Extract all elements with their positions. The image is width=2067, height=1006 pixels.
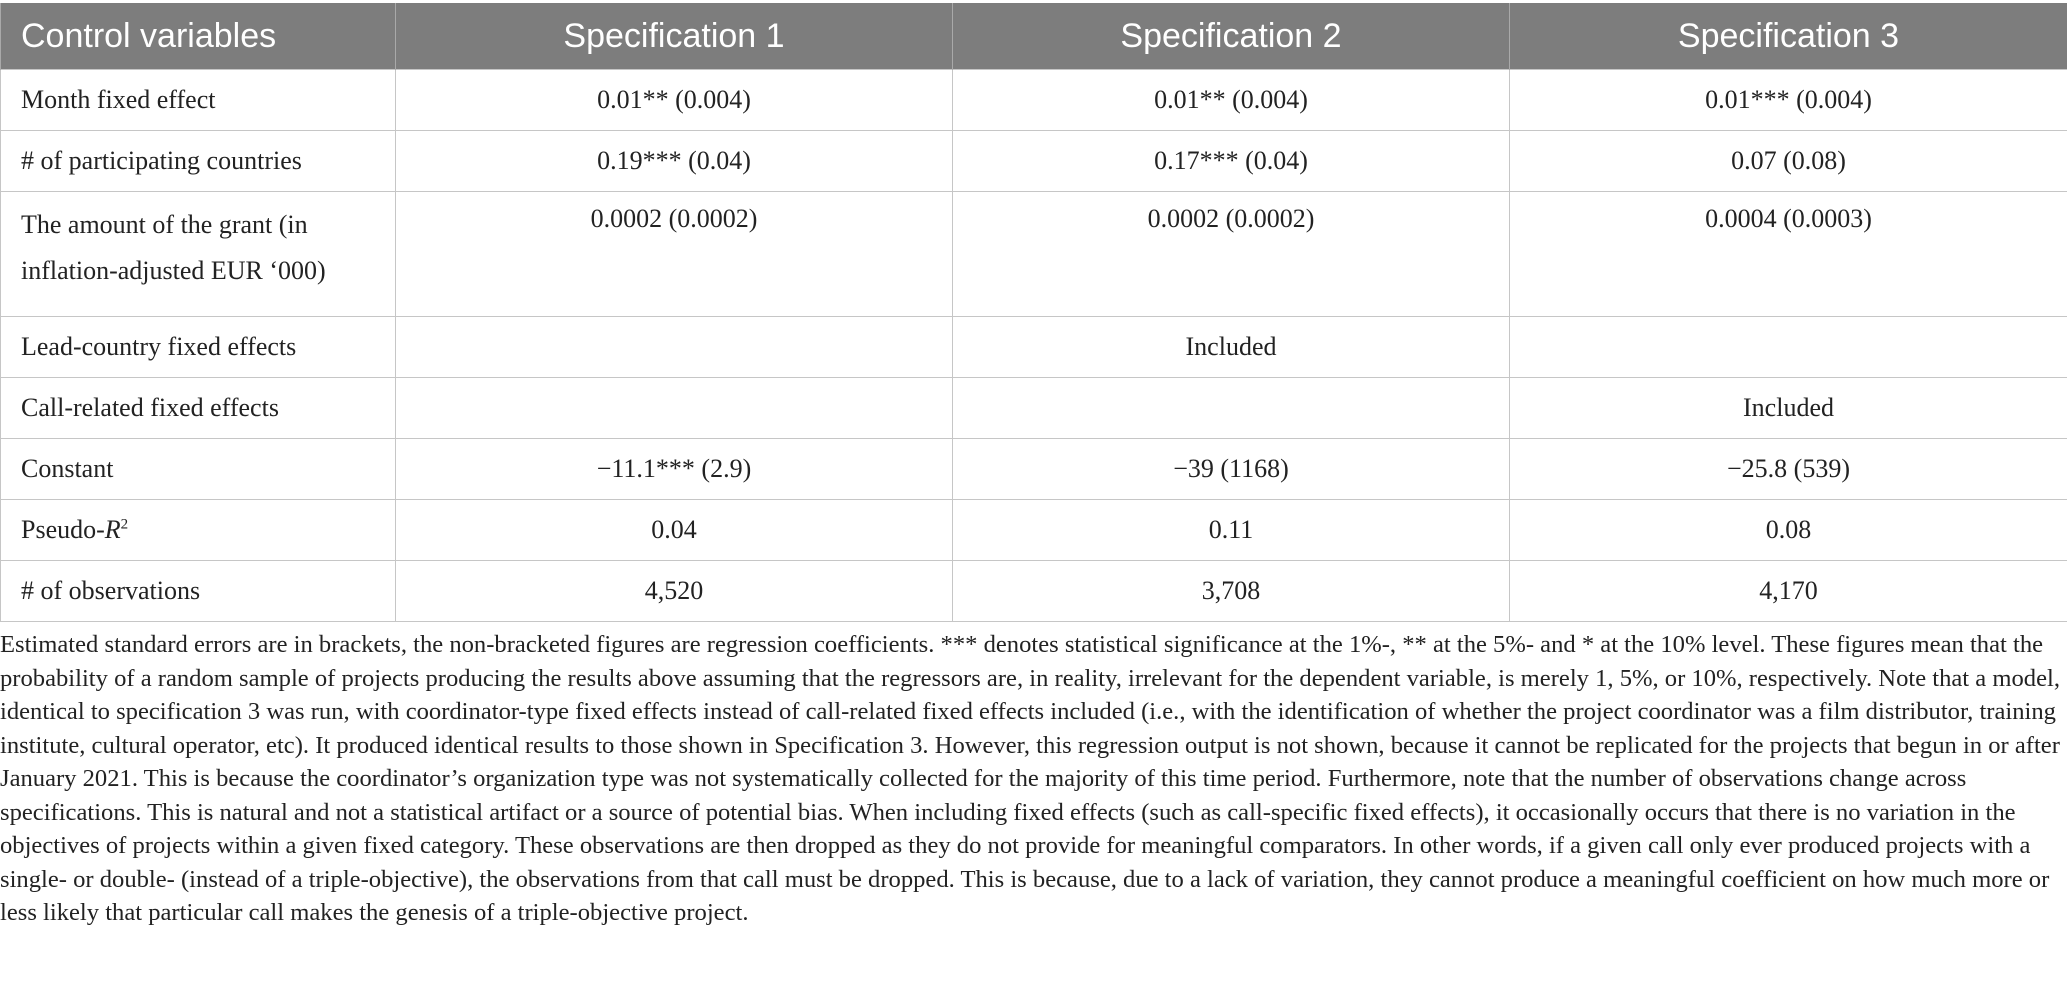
- cell-spec2: 0.0002 (0.0002): [953, 192, 1510, 317]
- cell-spec3: −25.8 (539): [1510, 439, 2067, 500]
- cell-spec1: 0.19*** (0.04): [396, 131, 953, 192]
- cell-spec2: 0.11: [953, 500, 1510, 561]
- row-label-grant-amount-line2: inflation-adjusted EUR ‘000): [21, 256, 326, 285]
- row-label-grant-amount-line1: The amount of the grant (in: [21, 210, 308, 239]
- header-specification-2: Specification 2: [953, 3, 1510, 70]
- cell-spec3: 0.0004 (0.0003): [1510, 192, 2067, 317]
- row-label-month-fixed-effect: Month fixed effect: [1, 70, 396, 131]
- table-row: [1, 439, 2067, 500]
- pseudo-r2-italic: R: [104, 515, 121, 545]
- row-label-call-related-fixed-effects: Call-related fixed effects: [1, 378, 396, 439]
- row-label-constant: Constant: [1, 439, 396, 500]
- table-row: [1, 70, 2067, 131]
- header-control-variables: Control variables: [1, 3, 396, 70]
- table-row: [1, 561, 2067, 622]
- cell-spec2: 3,708: [953, 561, 1510, 622]
- header-specification-1: Specification 1: [396, 3, 953, 70]
- cell-spec1: 0.04: [396, 500, 953, 561]
- cell-spec1: [396, 317, 953, 378]
- cell-spec2: 0.01** (0.004): [953, 70, 1510, 131]
- cell-spec3: [1510, 317, 2067, 378]
- row-label-observations: # of observations: [1, 561, 396, 622]
- table-footnote: Estimated standard errors are in brackets, the non-bracketed figures are regression coefficients. *** denotes statistical significance at the 1%-, ** at the 5%- and * at the 10% level. These figures mean that the probability of a random sample of projects producing the results above assuming that the regressors are, in reality, irrelevant for the dependent variable, is merely 1, 5%, or 10%, respectively. Note that a model, identical to specification 3 was run, with coordinator-type fixed effects instead of call-related fixed effects included (i.e., with the identification of whether the project coordinator was a film distributor, training institute, cultural operator, etc). It produced identical results to those shown in Specification 3. However, this regression output is not shown, because it cannot be replicated for the projects that begun in or after January 2021. This is because the coordinator’s organization type was not systematically collected for the majority of this time period. Furthermore, note that the number of observations change across specifications. This is natural and not a statistical artifact or a source of potential bias. When including fixed effects (such as call-specific fixed effects), it occasionally occurs that there is no variation in the objectives of projects within a given fixed category. These observations are then dropped as they do not provide for meaningful comparators. In other words, if a given call only ever produced projects with a single- or double- (instead of a triple-objective), the observations from that call must be dropped. This is because, due to a lack of variation, they cannot produce a meaningful coefficient on how much more or less likely that particular call makes the genesis of a triple-objective project.: [0, 631, 2060, 926]
- cell-spec1: 4,520: [396, 561, 953, 622]
- table-row: [1, 131, 2067, 192]
- header-row: [1, 3, 2067, 70]
- cell-spec2: [953, 378, 1510, 439]
- cell-spec3: 0.07 (0.08): [1510, 131, 2067, 192]
- cell-spec3: 0.01*** (0.004): [1510, 70, 2067, 131]
- pseudo-r2-prefix: Pseudo-: [21, 515, 105, 545]
- cell-spec3: Included: [1510, 378, 2067, 439]
- cell-spec2: 0.17*** (0.04): [953, 131, 1510, 192]
- cell-spec2: Included: [953, 317, 1510, 378]
- cell-spec1: [396, 378, 953, 439]
- table-row: [1, 500, 2067, 561]
- cell-spec3: 0.08: [1510, 500, 2067, 561]
- regression-table: [0, 3, 2067, 622]
- row-label-lead-country-fixed-effects: Lead-country fixed effects: [1, 317, 396, 378]
- cell-spec1: 0.01** (0.004): [396, 70, 953, 131]
- row-label-participating-countries: # of participating countries: [1, 131, 396, 192]
- table-body: [1, 70, 2067, 622]
- cell-spec2: −39 (1168): [953, 439, 1510, 500]
- header-specification-3: Specification 3: [1510, 3, 2067, 70]
- pseudo-r2-superscript: 2: [120, 516, 129, 533]
- cell-spec1: 0.0002 (0.0002): [396, 192, 953, 317]
- cell-spec1: −11.1*** (2.9): [396, 439, 953, 500]
- cell-spec3: 4,170: [1510, 561, 2067, 622]
- row-label-pseudo-r2: [1, 500, 396, 561]
- table-row: [1, 378, 2067, 439]
- table-row: [1, 317, 2067, 378]
- table-row: [1, 192, 2067, 317]
- row-label-grant-amount: [1, 192, 396, 317]
- table-header: [1, 3, 2067, 70]
